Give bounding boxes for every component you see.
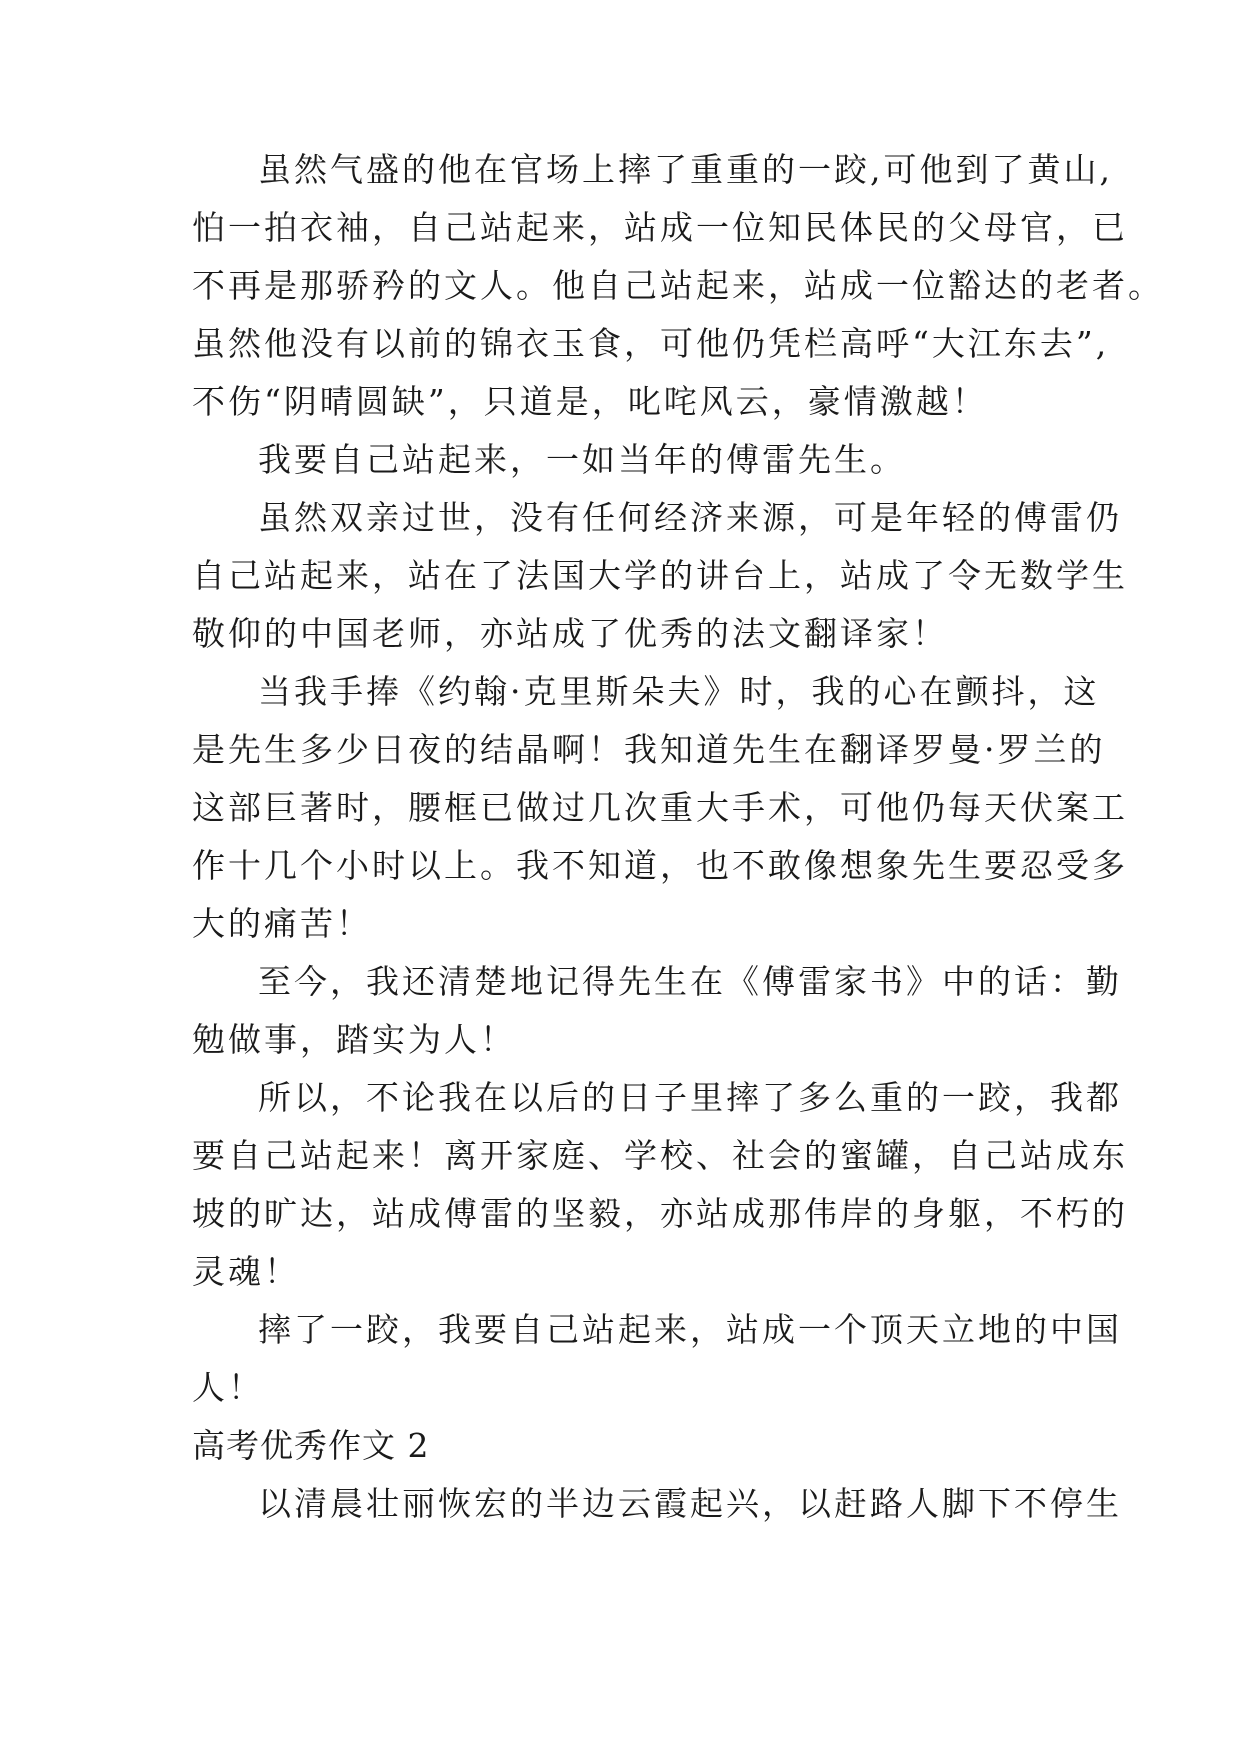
text-line: 当我手捧《约翰·克里斯朵夫》时，我的心在颤抖，这 <box>258 672 1100 711</box>
text-line: 灵魂！ <box>192 1252 300 1291</box>
text-line: 人！ <box>192 1368 264 1407</box>
text-line: 虽然双亲过世，没有任何经济来源，可是年轻的傅雷仍 <box>258 498 1122 537</box>
text-line: 自己站起来，站在了法国大学的讲台上，站成了令无数学生 <box>192 556 1128 595</box>
text-line: 是先生多少日夜的结晶啊！我知道先生在翻译罗曼·罗兰的 <box>192 730 1106 769</box>
text-line: 坡的旷达，站成傅雷的坚毅，亦站成那伟岸的身躯，不朽的 <box>192 1194 1128 1233</box>
text-line: 勉做事，踏实为人！ <box>192 1020 516 1059</box>
text-line: 作十几个小时以上。我不知道，也不敢像想象先生要忍受多 <box>192 846 1128 885</box>
text-line: 摔了一跤，我要自己站起来，站成一个顶天立地的中国 <box>258 1310 1122 1349</box>
text-line: 大的痛苦！ <box>192 904 372 943</box>
text-line: 不再是那骄矜的文人。他自己站起来，站成一位豁达的老者。 <box>192 266 1164 305</box>
text-line: 怕一拍衣袖，自己站起来，站成一位知民体民的父母官，已 <box>192 208 1128 247</box>
text-line: 虽然气盛的他在官场上摔了重重的一跤,可他到了黄山, <box>258 150 1113 189</box>
text-line: 这部巨著时，腰框已做过几次重大手术，可他仍每天伏案工 <box>192 788 1128 827</box>
text-line: 我要自己站起来，一如当年的傅雷先生。 <box>258 440 906 479</box>
text-line: 敬仰的中国老师，亦站成了优秀的法文翻译家！ <box>192 614 948 653</box>
text-line: 以清晨壮丽恢宏的半边云霞起兴，以赶路人脚下不停生 <box>258 1484 1122 1523</box>
text-line: 虽然他没有以前的锦衣玉食，可他仍凭栏高呼“大江东去”, <box>192 324 1110 363</box>
text-line: 所以，不论我在以后的日子里摔了多么重的一跤，我都 <box>258 1078 1122 1117</box>
section-heading: 高考优秀作文 2 <box>192 1426 430 1465</box>
text-line: 不伤“阴晴圆缺”，只道是，叱咤风云，豪情激越！ <box>192 382 988 421</box>
text-line: 要自己站起来！离开家庭、学校、社会的蜜罐，自己站成东 <box>192 1136 1128 1175</box>
text-line: 至今，我还清楚地记得先生在《傅雷家书》中的话：勤 <box>258 962 1122 1001</box>
